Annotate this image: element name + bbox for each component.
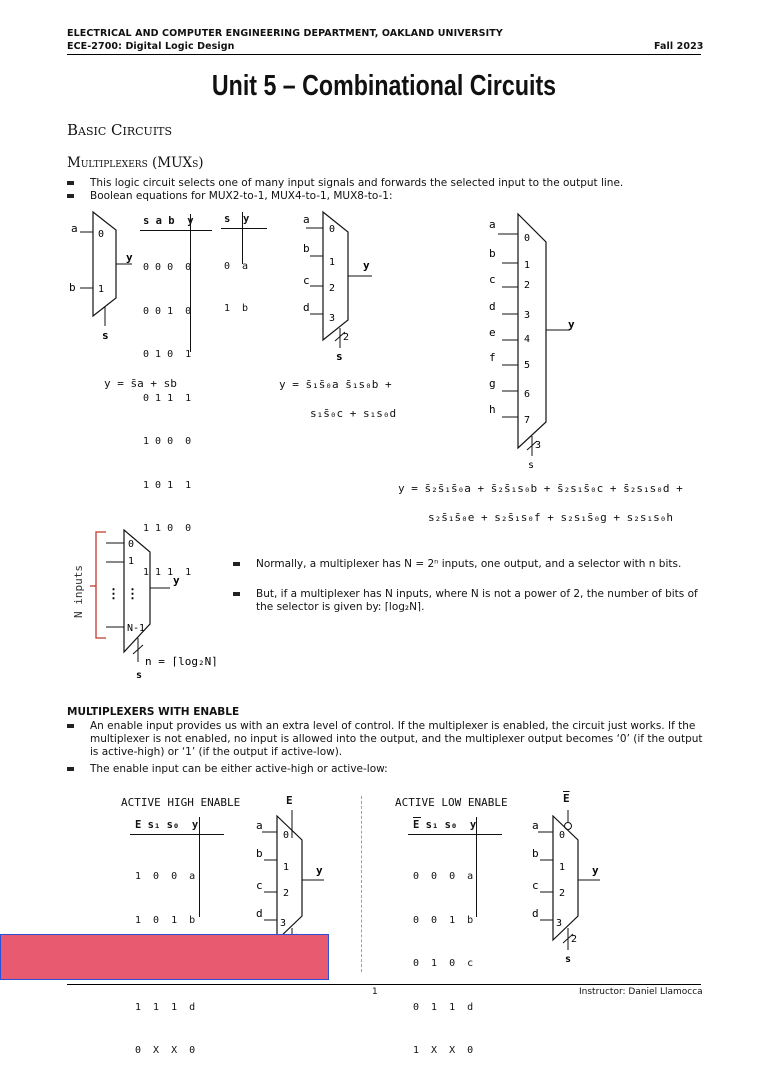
enable-heading: MULTIPLEXERS WITH ENABLE (67, 706, 240, 718)
al-row: 1 X X 0 (413, 1045, 474, 1056)
enable-bullet-1-text: An enable input provides us with an extra level of control. If the multiplexer is enabled, the circuit just works. If the multiplexer is not enabled, no input is allowed into the output, and the multiplexer output becomes ‘0’ (if the output is active-high) or ‘1’ (if the output if active-low). (90, 720, 703, 758)
ah-input: c (256, 879, 263, 892)
mux2-diagram (60, 210, 140, 340)
section-heading: Basic Circuits (67, 121, 173, 139)
ah-row: 1 0 0 a (135, 871, 196, 882)
truth-row: 0 1 1 1 (143, 392, 192, 404)
al-port: 3 (556, 918, 563, 929)
department-header: ELECTRICAL AND COMPUTER ENGINEERING DEPARTMENT, OAKLAND UNIVERSITY (67, 28, 503, 39)
mux2-port-0: 0 (98, 229, 105, 240)
mux4-select: s (336, 350, 343, 363)
page-title: Unit 5 – Combinational Circuits (211, 70, 557, 102)
bullet-2-text: Boolean equations for MUX2-to-1, MUX4-to-1, MUX8-to-1: (90, 190, 393, 202)
ah-port: 3 (280, 918, 287, 929)
active-high-enable-label: E (286, 794, 293, 807)
redaction-box (0, 934, 329, 980)
mux4-port: 2 (329, 283, 336, 294)
mux8-port: 0 (524, 233, 531, 244)
ah-input: a (256, 819, 263, 832)
mux8-input: f (489, 351, 496, 364)
mux8-equation-2: s₂s̄₁s̄₀e + s₂s̄₁s₀f + s₂s₁s̄₀g + s₂s₁s₀h (428, 511, 674, 524)
al-header-text: E s₁ s₀ y (413, 819, 477, 831)
mux4-port: 3 (329, 313, 336, 324)
ah-input: d (256, 907, 263, 920)
mux2-input-b: b (69, 281, 76, 294)
section-divider (361, 796, 362, 972)
course-header: ECE-2700: Digital Logic Design (67, 41, 235, 52)
mux4-equation-1: y = s̄₁s̄₀a s̄₁s₀b + (279, 378, 392, 391)
ah-row: 1 0 1 b (135, 914, 196, 926)
mux8-equation-1: y = s̄₂s̄₁s̄₀a + s̄₂s̄₁s₀b + s̄₂s₁s̄₀c + s̄₂s₁s₀d + (398, 482, 683, 495)
truth-row: 1 1 1 1 (143, 566, 192, 578)
mux8-port: 2 (524, 280, 531, 291)
mux2-equation: y = s̄a + sb (104, 377, 177, 390)
mux8-output: y (568, 318, 575, 331)
mux8-input: b (489, 247, 496, 260)
footer-rule (67, 984, 701, 985)
al-input: b (532, 847, 539, 860)
mux4-input-b: b (303, 242, 310, 255)
mux2-select: s (102, 329, 109, 342)
header-rule (67, 54, 701, 55)
note-2 (233, 588, 703, 614)
note-1-text: Normally, a multiplexer has N = 2ⁿ inputs, one output, and a selector with n bits. (256, 558, 682, 570)
mux2-output: y (126, 251, 133, 264)
mux4-equation-2: s₁s̄₀c + s₁s₀d (310, 407, 397, 420)
al-input: d (532, 907, 539, 920)
truth-row: 1 0 1 1 (143, 479, 192, 491)
mux8-width: 3 (535, 440, 542, 451)
ah-port: 1 (283, 862, 290, 873)
mux8-port: 1 (524, 260, 531, 271)
bullet-2 (67, 190, 393, 202)
al-row: 0 1 0 c (413, 958, 474, 969)
active-low-header (413, 818, 476, 833)
mux2-short-rows (224, 232, 248, 330)
active-low-mux (528, 808, 618, 968)
mux8-port: 5 (524, 360, 531, 371)
mux4-output: y (363, 259, 370, 272)
ah-vrule (199, 817, 200, 917)
truth-row: 0 0 1 0 (143, 305, 192, 317)
truth-rule (140, 230, 212, 231)
mux8-input: a (489, 218, 496, 231)
ah-output: y (316, 864, 323, 877)
mux4-input-a: a (303, 213, 310, 226)
muxN-select: s (136, 670, 143, 681)
ah-row: 0 X X 0 (135, 1045, 196, 1056)
mux8-port: 3 (524, 310, 531, 321)
mux8-input: c (489, 273, 496, 286)
al-row: 0 1 1 d (413, 1001, 474, 1013)
mux2-short-header: s y (224, 213, 250, 225)
note-2-text: But, if a multiplexer has N inputs, where N is not a power of 2, the number of bits of the selector is given by: ⌈log₂N⌉. (256, 588, 698, 613)
mux8-diagram (480, 208, 600, 478)
mux2-port-1: 1 (98, 284, 105, 295)
muxN-bracket (96, 532, 106, 638)
enable-bullet-2-text: The enable input can be either active-high or active-low: (90, 763, 388, 775)
mux4-port: 0 (329, 224, 336, 235)
muxN-port-last: N-1 (127, 623, 146, 634)
al-rule (408, 834, 502, 835)
mux8-input: e (489, 326, 496, 339)
ah-port: 2 (283, 888, 290, 899)
mux2-input-a: a (71, 222, 78, 235)
mux4-input-d: d (303, 301, 310, 314)
bullet-1 (67, 177, 623, 189)
active-low-title: ACTIVE LOW ENABLE (395, 796, 508, 809)
short-rule (221, 228, 267, 229)
muxN-width: n = ⌈log₂N⌉ (145, 655, 218, 668)
page-number: 1 (372, 987, 378, 997)
muxN-label: N inputs (72, 565, 85, 618)
mux4-input-c: c (303, 274, 310, 287)
note-1 (233, 558, 703, 570)
ah-rule (130, 834, 224, 835)
active-low-rows (413, 841, 473, 1073)
mux8-select: s (528, 460, 535, 471)
ah-port: 0 (283, 830, 290, 841)
mux2-truth-header: s a b y (143, 215, 194, 227)
term-header: Fall 2023 (654, 41, 704, 52)
muxN-output: y (173, 574, 180, 587)
al-input: c (532, 879, 539, 892)
short-row: 1 b (224, 303, 249, 314)
al-row: 0 0 1 b (413, 914, 474, 926)
mux8-port: 4 (524, 334, 531, 345)
al-port: 1 (559, 862, 566, 873)
mux8-input: h (489, 403, 496, 416)
ah-row: 1 1 1 d (135, 1001, 196, 1013)
al-vrule (476, 817, 477, 917)
truth-row: 1 1 0 0 (143, 523, 192, 534)
al-width: 2 (571, 934, 578, 945)
mux4-width: 2 (343, 332, 350, 343)
bullet-1-text: This logic circuit selects one of many input signals and forwards the selected input to the output line. (90, 177, 624, 189)
al-output: y (592, 864, 599, 877)
active-high-header: E s₁ s₀ y (135, 819, 199, 831)
muxN-dots-left: ⋮ (107, 587, 120, 602)
al-row: 0 0 0 a (413, 871, 474, 882)
al-input: a (532, 819, 539, 832)
enable-bullet-2 (67, 763, 388, 775)
short-row: 0 a (224, 261, 249, 272)
al-select: s (565, 954, 572, 965)
mux4-port: 1 (329, 257, 336, 268)
truth-row: 0 1 0 1 (143, 349, 192, 360)
instructor-footer: Instructor: Daniel Llamocca (579, 987, 703, 997)
mux8-port: 6 (524, 389, 531, 400)
mux8-input: d (489, 300, 496, 313)
al-port: 0 (559, 830, 566, 841)
truth-row: 0 0 0 0 (143, 262, 192, 273)
mux8-port: 7 (524, 415, 531, 426)
al-overbar (413, 817, 421, 818)
muxN-port-0: 0 (128, 539, 135, 550)
mux4-diagram (296, 208, 386, 368)
truth-row: 1 0 0 0 (143, 436, 192, 447)
muxN-port-1: 1 (128, 556, 135, 567)
enable-bullet-1 (67, 720, 703, 759)
muxN-dots-right: ⋮ (126, 587, 139, 602)
active-high-title: ACTIVE HIGH ENABLE (121, 796, 241, 809)
mux8-input: g (489, 377, 496, 390)
active-low-enable-label: $\overline{E}$ (563, 792, 570, 805)
ah-input: b (256, 847, 263, 860)
muxN-diagram (66, 526, 236, 686)
al-port: 2 (559, 888, 566, 899)
subsection-heading: Multiplexers (MUXs) (67, 155, 204, 171)
